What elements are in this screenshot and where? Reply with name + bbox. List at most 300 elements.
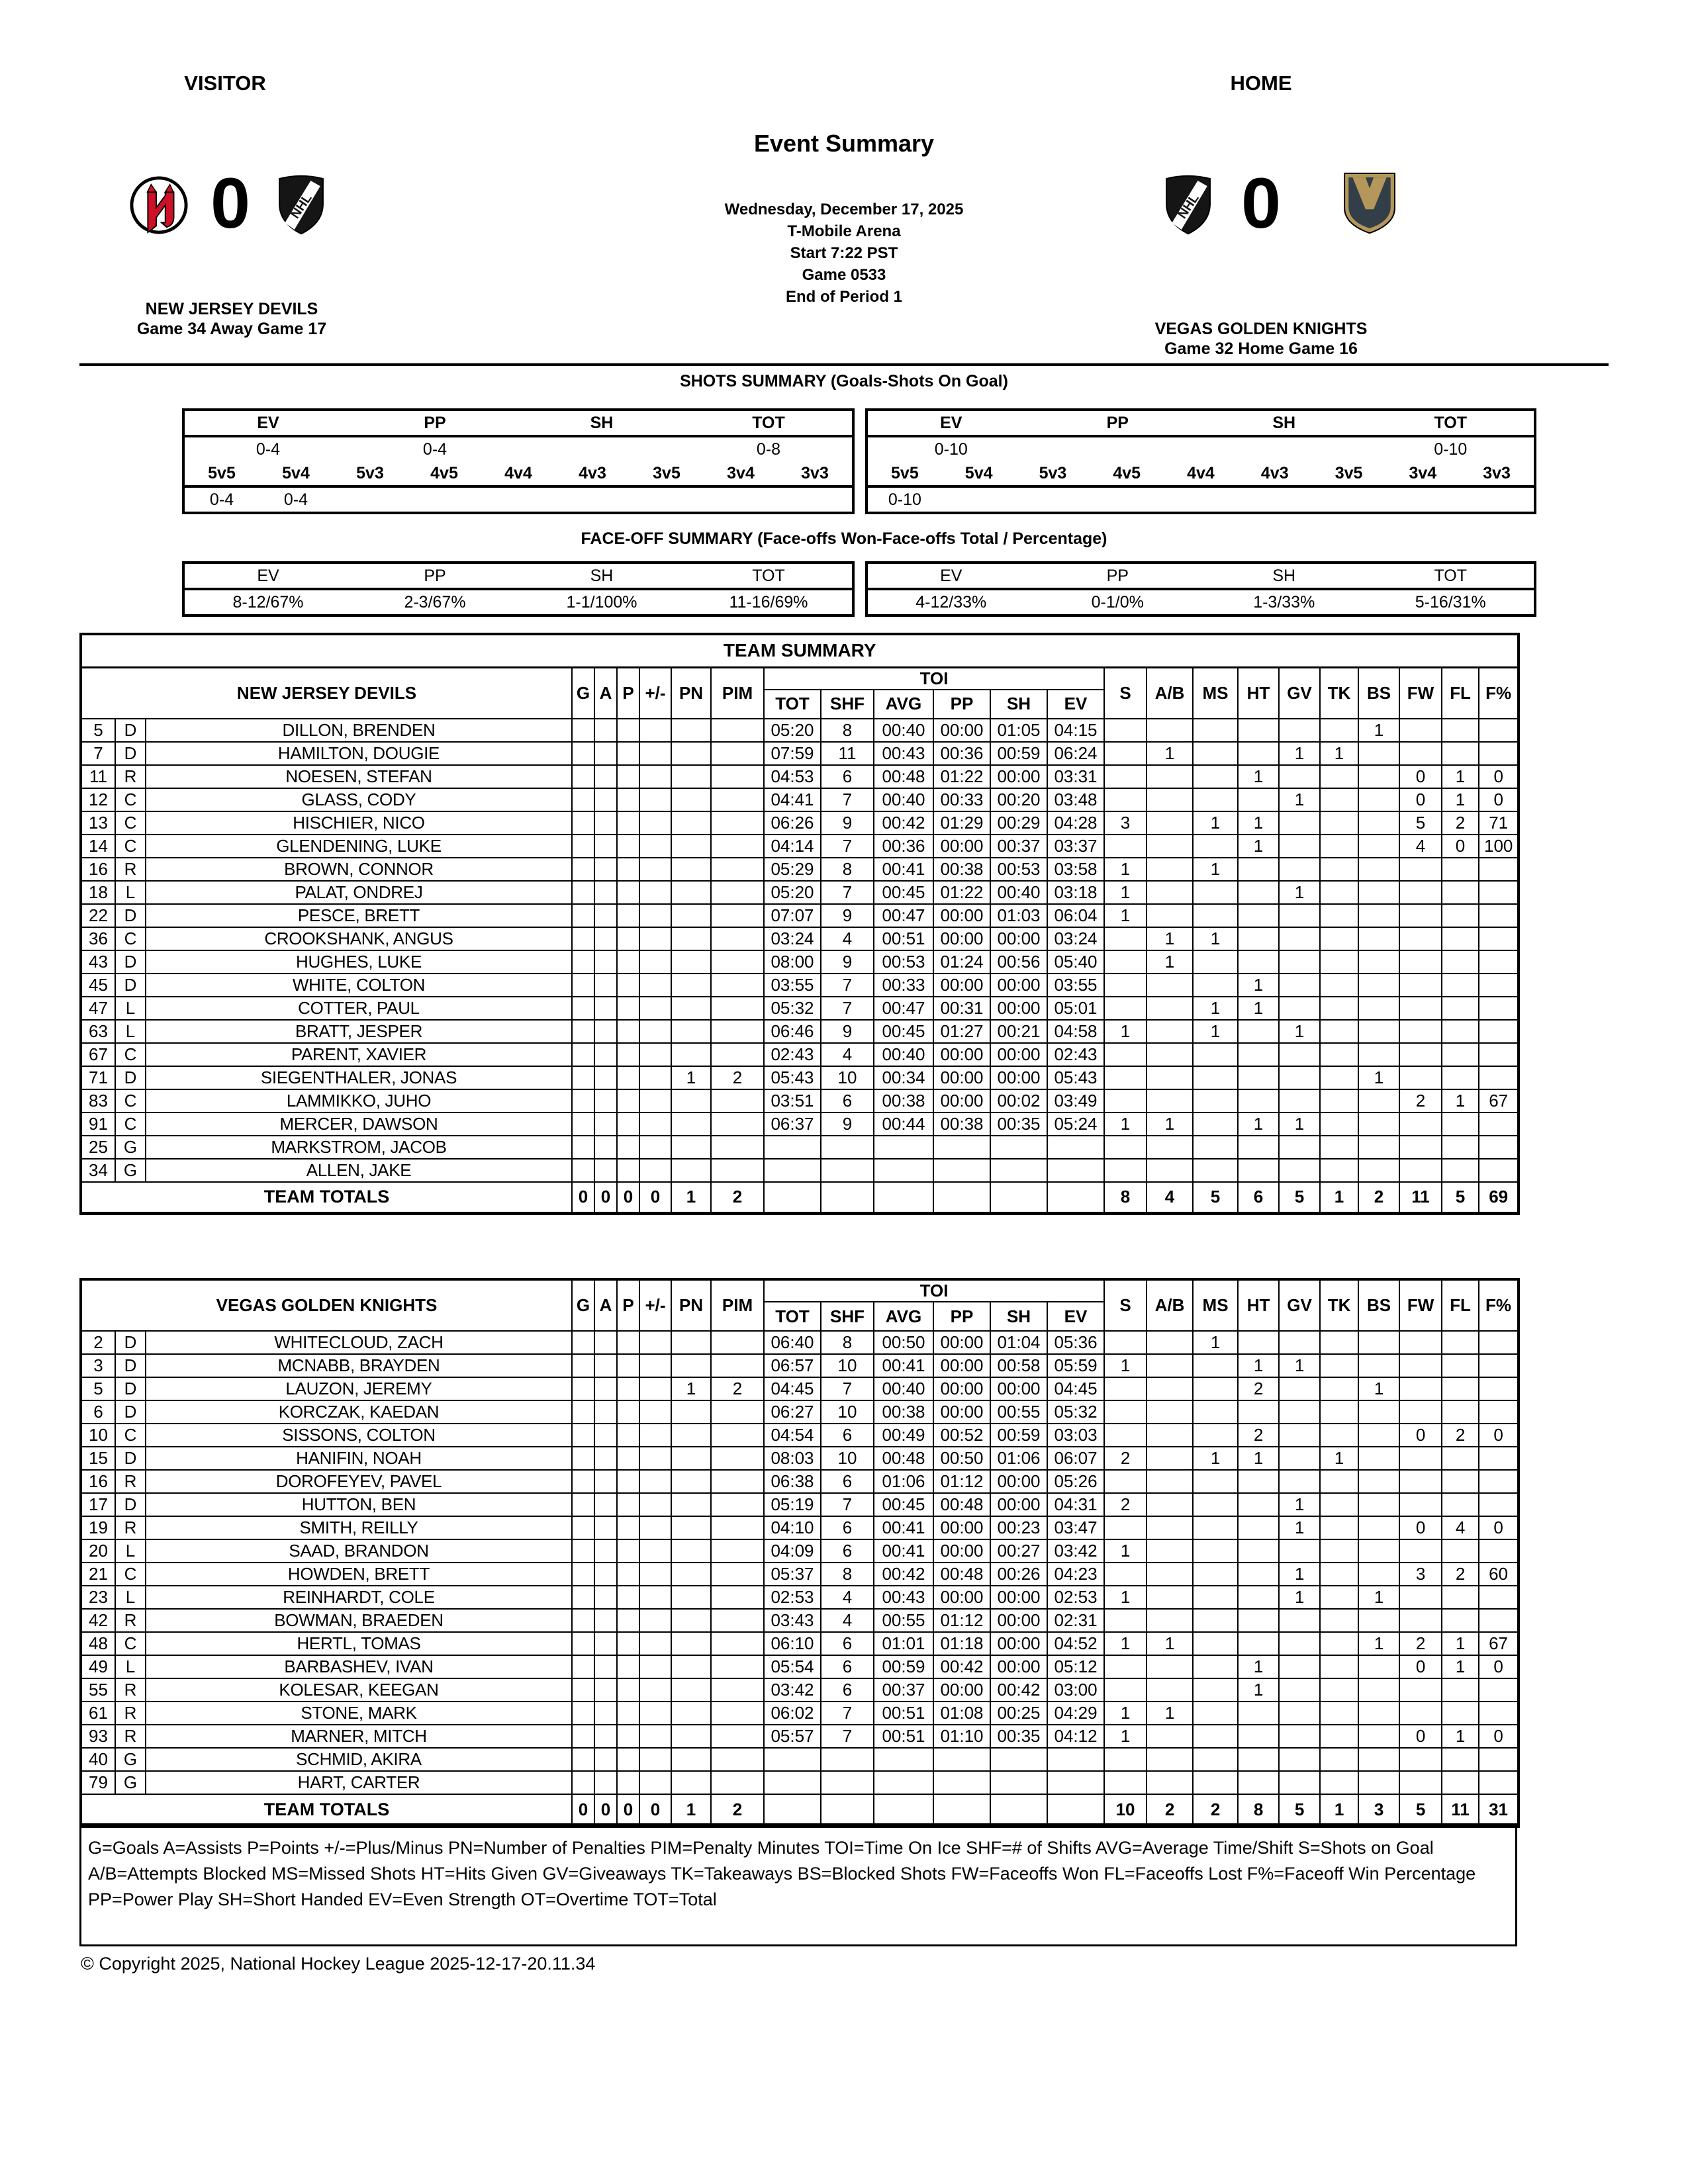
cell-bs	[1358, 997, 1399, 1020]
cell-g	[572, 788, 594, 811]
cell-fw	[1399, 1043, 1442, 1066]
cell-num: 6	[81, 1400, 115, 1424]
cell-s	[1104, 1136, 1147, 1159]
cell-tk	[1320, 881, 1358, 904]
cell-plus-minus	[639, 1609, 671, 1632]
cell-ms	[1193, 1771, 1238, 1794]
player-row	[81, 1020, 1519, 1043]
cell-ht	[1238, 858, 1279, 881]
cell-tk	[1320, 1377, 1358, 1400]
cell-plus-minus	[639, 1516, 671, 1539]
game-number: Game 0533	[802, 266, 886, 284]
cell-fw	[1399, 1702, 1442, 1725]
cell-ht	[1238, 881, 1279, 904]
player-row	[81, 1089, 1519, 1113]
player-row	[81, 1470, 1519, 1493]
situation-value-0: 0-10	[888, 490, 921, 509]
cell-ht	[1238, 1400, 1279, 1424]
cell-fpct	[1479, 904, 1519, 927]
cell-ht	[1238, 1632, 1279, 1655]
cell-a	[594, 1377, 617, 1400]
cell-ht	[1238, 1089, 1279, 1113]
cell-bs	[1358, 1748, 1399, 1771]
faceoff-col-header-0: EV	[257, 567, 279, 585]
cell-toi-tot: 07:59	[764, 742, 821, 765]
cell-p	[617, 1424, 639, 1447]
cell-ab	[1147, 1470, 1193, 1493]
cell-ab	[1147, 1678, 1193, 1702]
cell-shf: 6	[821, 1089, 874, 1113]
cell-name: SAAD, BRANDON	[146, 1539, 572, 1563]
cell-fl	[1442, 1586, 1479, 1609]
cell-fl	[1442, 927, 1479, 950]
cell-s: 1	[1104, 1632, 1147, 1655]
cell-name: MARKSTROM, JACOB	[146, 1136, 572, 1159]
cell-avg: 00:42	[874, 1563, 933, 1586]
cell-pos: C	[115, 1043, 146, 1066]
cell-ab	[1147, 1609, 1193, 1632]
cell-ms: 1	[1193, 997, 1238, 1020]
cell-sh: 00:00	[990, 974, 1047, 997]
situation-header-1: 5v4	[964, 464, 993, 482]
cell-pos: D	[115, 1493, 146, 1516]
cell-shf: 6	[821, 1678, 874, 1702]
cell-a	[594, 927, 617, 950]
cell-name: GLENDENING, LUKE	[146, 835, 572, 858]
cell-name: HART, CARTER	[146, 1771, 572, 1794]
cell-fpct: 67	[1479, 1089, 1519, 1113]
cell-name: HISCHIER, NICO	[146, 811, 572, 835]
cell-ms	[1193, 1136, 1238, 1159]
cell-avg: 00:41	[874, 1539, 933, 1563]
cell-fpct	[1479, 1400, 1519, 1424]
situation-header-1: 5v4	[282, 464, 310, 482]
cell-num: 2	[81, 1331, 115, 1354]
cell-bs	[1358, 1609, 1399, 1632]
cell-s: 2	[1104, 1447, 1147, 1470]
cell-gv: 1	[1279, 788, 1320, 811]
cell-num: 91	[81, 1113, 115, 1136]
col-header-pim: PIM	[711, 1279, 764, 1331]
cell-pim	[711, 1655, 764, 1678]
cell-s	[1104, 997, 1147, 1020]
cell-a	[594, 1400, 617, 1424]
col-header-ht: HT	[1238, 667, 1279, 719]
player-row	[81, 1702, 1519, 1725]
cell-pn	[671, 1516, 711, 1539]
cell-shf: 7	[821, 1725, 874, 1748]
cell-a	[594, 1771, 617, 1794]
cell-fpct	[1479, 858, 1519, 881]
cell-ab: 1	[1147, 1113, 1193, 1136]
cell-ms	[1193, 1632, 1238, 1655]
cell-gv	[1279, 1447, 1320, 1470]
cell-ev: 03:00	[1047, 1678, 1104, 1702]
cell-gv	[1279, 835, 1320, 858]
cell-gv	[1279, 1771, 1320, 1794]
cell-sh: 00:20	[990, 788, 1047, 811]
cell-toi-tot: 08:00	[764, 950, 821, 974]
cell-ms: 1	[1193, 858, 1238, 881]
cell-ms: 1	[1193, 927, 1238, 950]
cell-tk	[1320, 1702, 1358, 1725]
cell-ev: 03:48	[1047, 788, 1104, 811]
cell-a	[594, 1748, 617, 1771]
situation-value-7	[1385, 488, 1460, 512]
cell-pn	[671, 765, 711, 788]
cell-sh: 00:00	[990, 1586, 1047, 1609]
cell-ab	[1147, 835, 1193, 858]
cell-pp: 01:29	[933, 811, 990, 835]
cell-ms	[1193, 1113, 1238, 1136]
cell-pn	[671, 1043, 711, 1066]
cell-fw	[1399, 1020, 1442, 1043]
col-header-sh: SH	[990, 690, 1047, 719]
cell-g	[572, 1678, 594, 1702]
cell-s: 2	[1104, 1493, 1147, 1516]
cell-pos: R	[115, 1725, 146, 1748]
situation-value-1: 0-4	[283, 490, 308, 509]
cell-avg: 00:40	[874, 788, 933, 811]
col-header-ab: A/B	[1147, 1279, 1193, 1331]
cell-ev: 06:24	[1047, 742, 1104, 765]
cell-a	[594, 1331, 617, 1354]
col-header-pp: PP	[933, 1302, 990, 1331]
cell-pos: D	[115, 1400, 146, 1424]
cell-sh: 00:00	[990, 997, 1047, 1020]
cell-shf: 4	[821, 1043, 874, 1066]
cell-pp: 01:18	[933, 1632, 990, 1655]
cell-name: REINHARDT, COLE	[146, 1586, 572, 1609]
cell-ms	[1193, 974, 1238, 997]
player-row	[81, 974, 1519, 997]
visitor-total-1: 0	[594, 1182, 617, 1214]
visitor-total-2: 0	[617, 1182, 639, 1214]
cell-ab	[1147, 1377, 1193, 1400]
cell-p	[617, 1331, 639, 1354]
cell-fpct	[1479, 950, 1519, 974]
faceoff-value-1: 0-1/0%	[1091, 593, 1144, 612]
cell-pn	[671, 1632, 711, 1655]
cell-ev: 04:29	[1047, 1702, 1104, 1725]
cell-g	[572, 1424, 594, 1447]
cell-gv	[1279, 1136, 1320, 1159]
cell-pos: D	[115, 1377, 146, 1400]
cell-bs	[1358, 1043, 1399, 1066]
cell-name: PARENT, XAVIER	[146, 1043, 572, 1066]
cell-pn	[671, 1493, 711, 1516]
cell-sh: 00:00	[990, 765, 1047, 788]
cell-p	[617, 1400, 639, 1424]
cell-pim	[711, 997, 764, 1020]
cell-toi-tot: 05:37	[764, 1563, 821, 1586]
cell-fw	[1399, 1377, 1442, 1400]
cell-ht	[1238, 1586, 1279, 1609]
cell-a	[594, 1447, 617, 1470]
cell-s: 1	[1104, 1725, 1147, 1748]
cell-shf: 7	[821, 1702, 874, 1725]
cell-fpct	[1479, 1470, 1519, 1493]
cell-g	[572, 1043, 594, 1066]
cell-gv	[1279, 1424, 1320, 1447]
cell-pn	[671, 974, 711, 997]
cell-g	[572, 858, 594, 881]
cell-num: 3	[81, 1354, 115, 1377]
cell-tk	[1320, 1632, 1358, 1655]
cell-g	[572, 1136, 594, 1159]
cell-ev: 05:59	[1047, 1354, 1104, 1377]
cell-pos: D	[115, 1354, 146, 1377]
cell-avg: 00:40	[874, 719, 933, 742]
cell-name: COTTER, PAUL	[146, 997, 572, 1020]
cell-sh: 00:27	[990, 1539, 1047, 1563]
cell-pim	[711, 1586, 764, 1609]
cell-pos: D	[115, 974, 146, 997]
cell-fpct: 67	[1479, 1632, 1519, 1655]
situation-value-6	[630, 488, 704, 512]
cell-gv	[1279, 1725, 1320, 1748]
cell-avg: 00:43	[874, 1586, 933, 1609]
visitor-total-17: 1	[1320, 1182, 1358, 1214]
cell-plus-minus	[639, 1354, 671, 1377]
cell-gv	[1279, 1609, 1320, 1632]
cell-pn	[671, 1020, 711, 1043]
cell-gv: 1	[1279, 1354, 1320, 1377]
team-summary-table-home	[79, 1278, 1520, 1828]
cell-num: 5	[81, 1377, 115, 1400]
cell-fpct	[1479, 927, 1519, 950]
cell-avg: 00:40	[874, 1377, 933, 1400]
cell-p	[617, 974, 639, 997]
situation-header-7: 3v4	[1409, 464, 1437, 482]
cell-ms	[1193, 719, 1238, 742]
cell-pos: G	[115, 1136, 146, 1159]
cell-pp: 00:38	[933, 1113, 990, 1136]
cell-num: 15	[81, 1447, 115, 1470]
cell-fpct	[1479, 1609, 1519, 1632]
cell-pim	[711, 1354, 764, 1377]
cell-fpct: 0	[1479, 1516, 1519, 1539]
cell-tk	[1320, 1424, 1358, 1447]
cell-ab: 1	[1147, 742, 1193, 765]
cell-pp: 01:27	[933, 1020, 990, 1043]
cell-pos: R	[115, 1702, 146, 1725]
visitor-team-name: NEW JERSEY DEVILS	[145, 300, 318, 318]
cell-pp: 00:00	[933, 904, 990, 927]
shots-col-header-2: SH	[1272, 414, 1296, 432]
cell-ms	[1193, 904, 1238, 927]
player-row	[81, 765, 1519, 788]
cell-sh: 00:00	[990, 1377, 1047, 1400]
cell-num: 48	[81, 1632, 115, 1655]
situation-header-0: 5v5	[208, 464, 236, 482]
cell-fw: 0	[1399, 788, 1442, 811]
col-header-tk: TK	[1320, 667, 1358, 719]
cell-num: 36	[81, 927, 115, 950]
cell-g	[572, 742, 594, 765]
cell-pim	[711, 1678, 764, 1702]
player-row	[81, 1136, 1519, 1159]
cell-pim	[711, 1725, 764, 1748]
cell-plus-minus	[639, 1377, 671, 1400]
cell-avg: 00:47	[874, 904, 933, 927]
cell-fw	[1399, 881, 1442, 904]
cell-avg: 01:01	[874, 1632, 933, 1655]
shots-table-visitor	[182, 408, 855, 514]
shots-col-header-0: EV	[940, 414, 962, 432]
cell-ht	[1238, 1516, 1279, 1539]
cell-ms	[1193, 1586, 1238, 1609]
cell-ab	[1147, 1136, 1193, 1159]
cell-pp: 01:24	[933, 950, 990, 974]
shots-value-0: 0-4	[256, 440, 281, 459]
cell-pn	[671, 1354, 711, 1377]
cell-pp: 00:00	[933, 835, 990, 858]
cell-pp: 00:00	[933, 719, 990, 742]
cell-pn	[671, 1447, 711, 1470]
cell-pos: C	[115, 788, 146, 811]
cell-name: WHITECLOUD, ZACH	[146, 1331, 572, 1354]
cell-ab	[1147, 1354, 1193, 1377]
cell-fl	[1442, 1377, 1479, 1400]
faceoff-col-header-1: PP	[1106, 567, 1129, 585]
cell-toi-tot: 03:51	[764, 1089, 821, 1113]
cell-tk	[1320, 1354, 1358, 1377]
cell-plus-minus	[639, 997, 671, 1020]
col-header-fw: FW	[1399, 667, 1442, 719]
cell-s: 3	[1104, 811, 1147, 835]
cell-plus-minus	[639, 742, 671, 765]
cell-a	[594, 1563, 617, 1586]
cell-fpct	[1479, 1447, 1519, 1470]
home-total-17: 1	[1320, 1794, 1358, 1826]
cell-shf: 7	[821, 1377, 874, 1400]
col-header-p: P	[617, 1279, 639, 1331]
cell-g	[572, 1771, 594, 1794]
cell-pim	[711, 1609, 764, 1632]
col-header-bs: BS	[1358, 1279, 1399, 1331]
cell-tk	[1320, 1159, 1358, 1182]
cell-p	[617, 1725, 639, 1748]
cell-shf: 7	[821, 997, 874, 1020]
cell-bs	[1358, 1113, 1399, 1136]
cell-a	[594, 1632, 617, 1655]
cell-fw	[1399, 1447, 1442, 1470]
cell-ev: 03:37	[1047, 835, 1104, 858]
cell-fw: 2	[1399, 1632, 1442, 1655]
cell-pp: 00:36	[933, 742, 990, 765]
cell-fl	[1442, 1043, 1479, 1066]
cell-ev: 06:04	[1047, 904, 1104, 927]
cell-plus-minus	[639, 1563, 671, 1586]
cell-ms	[1193, 835, 1238, 858]
cell-pim: 2	[711, 1377, 764, 1400]
situation-header-3: 4v5	[430, 464, 458, 482]
cell-ev: 05:12	[1047, 1655, 1104, 1678]
cell-pp: 01:22	[933, 765, 990, 788]
situation-header-2: 5v3	[356, 464, 384, 482]
cell-avg: 00:51	[874, 1702, 933, 1725]
cell-pp: 00:00	[933, 974, 990, 997]
cell-pos: G	[115, 1159, 146, 1182]
cell-g	[572, 719, 594, 742]
period-status: End of Period 1	[785, 288, 902, 306]
cell-p	[617, 927, 639, 950]
faceoff-col-header-3: TOT	[752, 567, 785, 585]
cell-name: BARBASHEV, IVAN	[146, 1655, 572, 1678]
cell-tk	[1320, 835, 1358, 858]
cell-pim	[711, 881, 764, 904]
cell-plus-minus	[639, 1113, 671, 1136]
cell-gv: 1	[1279, 1586, 1320, 1609]
cell-sh: 01:03	[990, 904, 1047, 927]
cell-bs	[1358, 950, 1399, 974]
player-row	[81, 1655, 1519, 1678]
situation-value-8	[1460, 488, 1534, 512]
cell-sh: 00:00	[990, 1066, 1047, 1089]
col-header-p: P	[617, 667, 639, 719]
cell-pn	[671, 742, 711, 765]
cell-fl: 0	[1442, 835, 1479, 858]
cell-sh: 00:55	[990, 1400, 1047, 1424]
cell-avg: 00:33	[874, 974, 933, 997]
cell-shf	[821, 1771, 874, 1794]
cell-ev: 03:42	[1047, 1539, 1104, 1563]
cell-shf: 9	[821, 950, 874, 974]
cell-tk	[1320, 1493, 1358, 1516]
cell-ht: 1	[1238, 997, 1279, 1020]
cell-pn	[671, 1771, 711, 1794]
cell-avg	[874, 1771, 933, 1794]
visitor-total-20: 5	[1442, 1182, 1479, 1214]
cell-g	[572, 1516, 594, 1539]
cell-tk	[1320, 1563, 1358, 1586]
cell-ev: 02:43	[1047, 1043, 1104, 1066]
cell-ms	[1193, 950, 1238, 974]
cell-p	[617, 811, 639, 835]
cell-bs	[1358, 881, 1399, 904]
cell-ht	[1238, 927, 1279, 950]
cell-name: NOESEN, STEFAN	[146, 765, 572, 788]
cell-ab	[1147, 1748, 1193, 1771]
cell-ht: 1	[1238, 1354, 1279, 1377]
cell-avg: 00:34	[874, 1066, 933, 1089]
visitor-game-line: Game 34 Away Game 17	[136, 320, 327, 338]
cell-g	[572, 811, 594, 835]
page-title: Event Summary	[753, 130, 935, 157]
situation-header-8: 3v3	[801, 464, 829, 482]
cell-p	[617, 1470, 639, 1493]
shots-value-1	[1035, 437, 1201, 461]
home-total-15: 8	[1238, 1794, 1279, 1826]
cell-pn	[671, 788, 711, 811]
cell-g	[572, 1563, 594, 1586]
cell-shf	[821, 1136, 874, 1159]
cell-bs	[1358, 1331, 1399, 1354]
home-game-line: Game 32 Home Game 16	[1164, 340, 1358, 358]
cell-shf: 9	[821, 1020, 874, 1043]
shots-col-header-2: SH	[590, 414, 614, 432]
cell-tk	[1320, 1516, 1358, 1539]
cell-gv: 1	[1279, 742, 1320, 765]
cell-avg: 00:41	[874, 1516, 933, 1539]
cell-toi-tot: 03:42	[764, 1678, 821, 1702]
cell-fl	[1442, 742, 1479, 765]
cell-pp: 00:50	[933, 1447, 990, 1470]
cell-s	[1104, 1516, 1147, 1539]
cell-g	[572, 1493, 594, 1516]
cell-fw: 5	[1399, 811, 1442, 835]
